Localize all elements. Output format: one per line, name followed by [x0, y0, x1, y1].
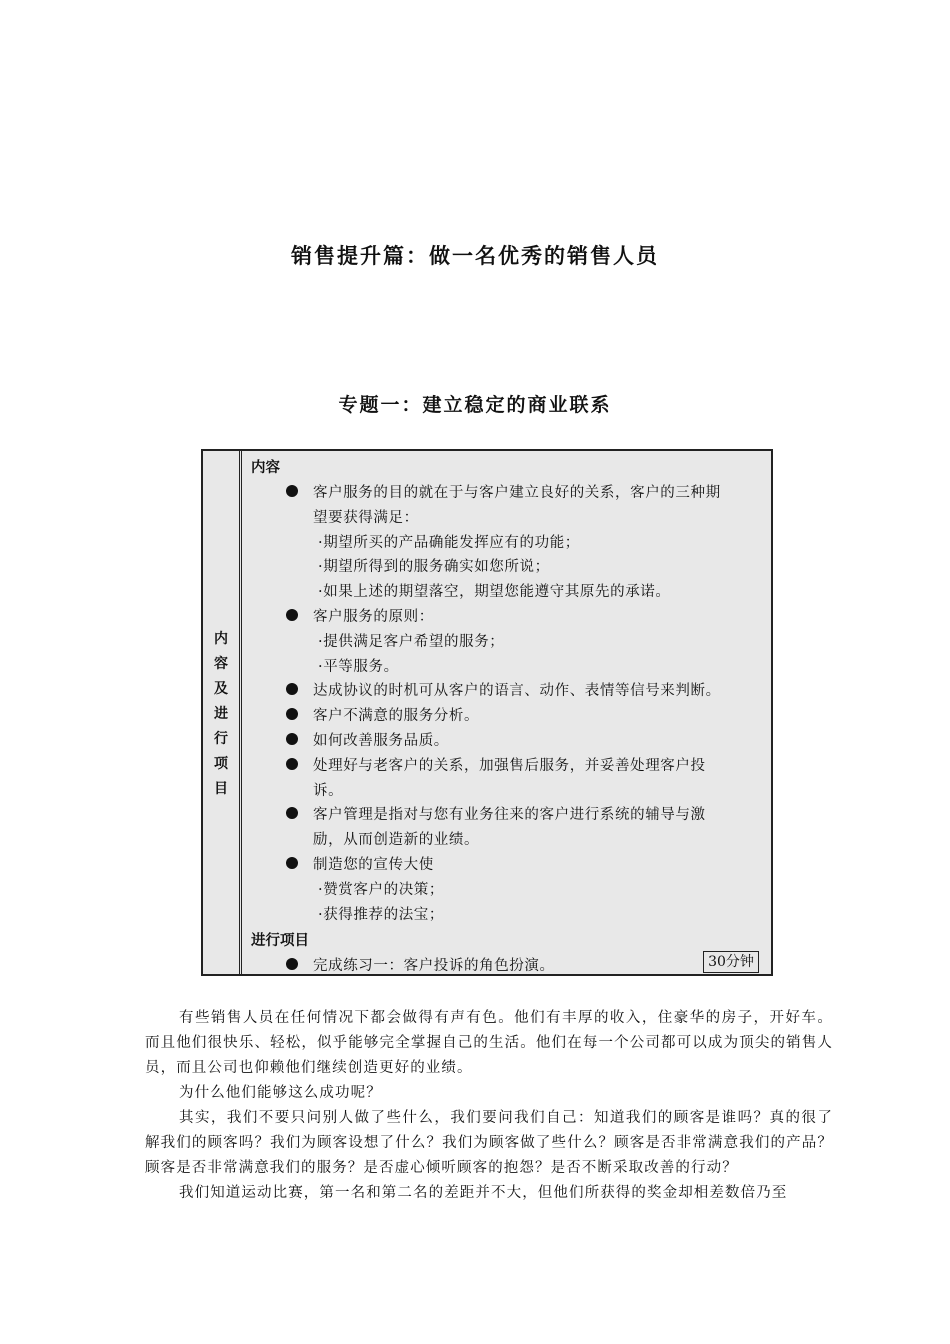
item-text: ·提供满足客户希望的服务； [318, 633, 505, 650]
body-text [145, 1006, 833, 1206]
item-text: 望要获得满足： [313, 509, 419, 526]
side-column [203, 451, 242, 974]
item-text: 客户管理是指对与您有业务往来的客户进行系统的辅导与激 [313, 807, 706, 824]
side-label [203, 627, 239, 802]
content-box [201, 449, 773, 976]
side-label-char: 容 [214, 656, 228, 672]
duration-badge: 30分钟 [703, 951, 759, 973]
bullet-icon [286, 708, 298, 720]
bullet-icon [286, 733, 298, 745]
paragraph: 有些销售人员在任何情况下都会做得有声有色。他们有丰厚的收入，住豪华的房子，开好车。而且他们很快乐、轻松，似乎能够完全掌握自己的生活。他们在每一个公司都可以成为顶尖的销售人员，而且公司也仰赖他们继续创造更好的业绩。 [145, 1010, 833, 1076]
bullet-icon [286, 857, 298, 869]
bullet-icon [286, 807, 298, 819]
side-label-char: 目 [214, 781, 228, 797]
side-label-char: 内 [214, 631, 228, 647]
item-text: 客户服务的原则： [313, 609, 434, 625]
side-label-char: 及 [214, 681, 228, 697]
project-item-text: 完成练习一：客户投诉的角色扮演。 [313, 958, 555, 974]
paragraph: 我们知道运动比赛，第一名和第二名的差距并不大，但他们所获得的奖金却相差数倍乃至 [179, 1185, 788, 1201]
side-label-char: 进 [214, 706, 228, 722]
item-text: ·期望所买的产品确能发挥应有的功能； [318, 534, 580, 551]
bullet-icon [286, 683, 298, 695]
item-text: ·赞赏客户的决策； [318, 881, 445, 898]
side-label-char: 项 [214, 756, 228, 772]
document-title: 销售提升篇：做一名优秀的销售人员 [291, 243, 659, 268]
item-text: 制造您的宣传大使 [313, 857, 434, 873]
item-text: 励，从而创造新的业绩。 [313, 832, 480, 849]
item-text: ·期望所得到的服务确实如您所说； [318, 559, 550, 576]
item-text: ·平等服务。 [318, 658, 399, 675]
item-text: 诉。 [313, 782, 344, 799]
item-text: 客户服务的目的就在于与客户建立良好的关系，客户的三种期 [313, 485, 721, 501]
item-text: ·获得推荐的法宝； [318, 906, 445, 923]
item-text: ·如果上述的期望落空，期望您能遵守其原先的承诺。 [318, 584, 671, 601]
project-heading: 进行项目 [251, 932, 309, 949]
item-text: 达成协议的时机可从客户的语言、动作、表情等信号来判断。 [313, 683, 721, 700]
paragraph: 其实，我们不要只问别人做了些什么，我们要问我们自己：知道我们的顾客是谁吗？真的很了解我们的顾客吗？我们为顾客设想了什么？我们为顾客做了些什么？顾客是否非常满意我们的产品？顾客是否非常满意我们的服务？是否虚心倾听顾客的抱怨？是否不断采取改善的行动？ [145, 1110, 833, 1176]
bullet-icon [286, 609, 298, 621]
bullet-icon [286, 485, 298, 497]
paragraph: 为什么他们能够这么成功呢？ [179, 1085, 382, 1101]
bullet-icon [286, 958, 298, 970]
section-title: 专题一：建立稳定的商业联系 [338, 394, 612, 416]
content-heading: 内容 [251, 459, 280, 476]
item-text: 客户不满意的服务分析。 [313, 708, 480, 725]
item-text: 如何改善服务品质。 [313, 733, 449, 749]
bullet-icon [286, 758, 298, 770]
item-text: 处理好与老客户的关系，加强售后服务，并妥善处理客户投 [313, 757, 706, 774]
side-label-char: 行 [214, 731, 228, 747]
